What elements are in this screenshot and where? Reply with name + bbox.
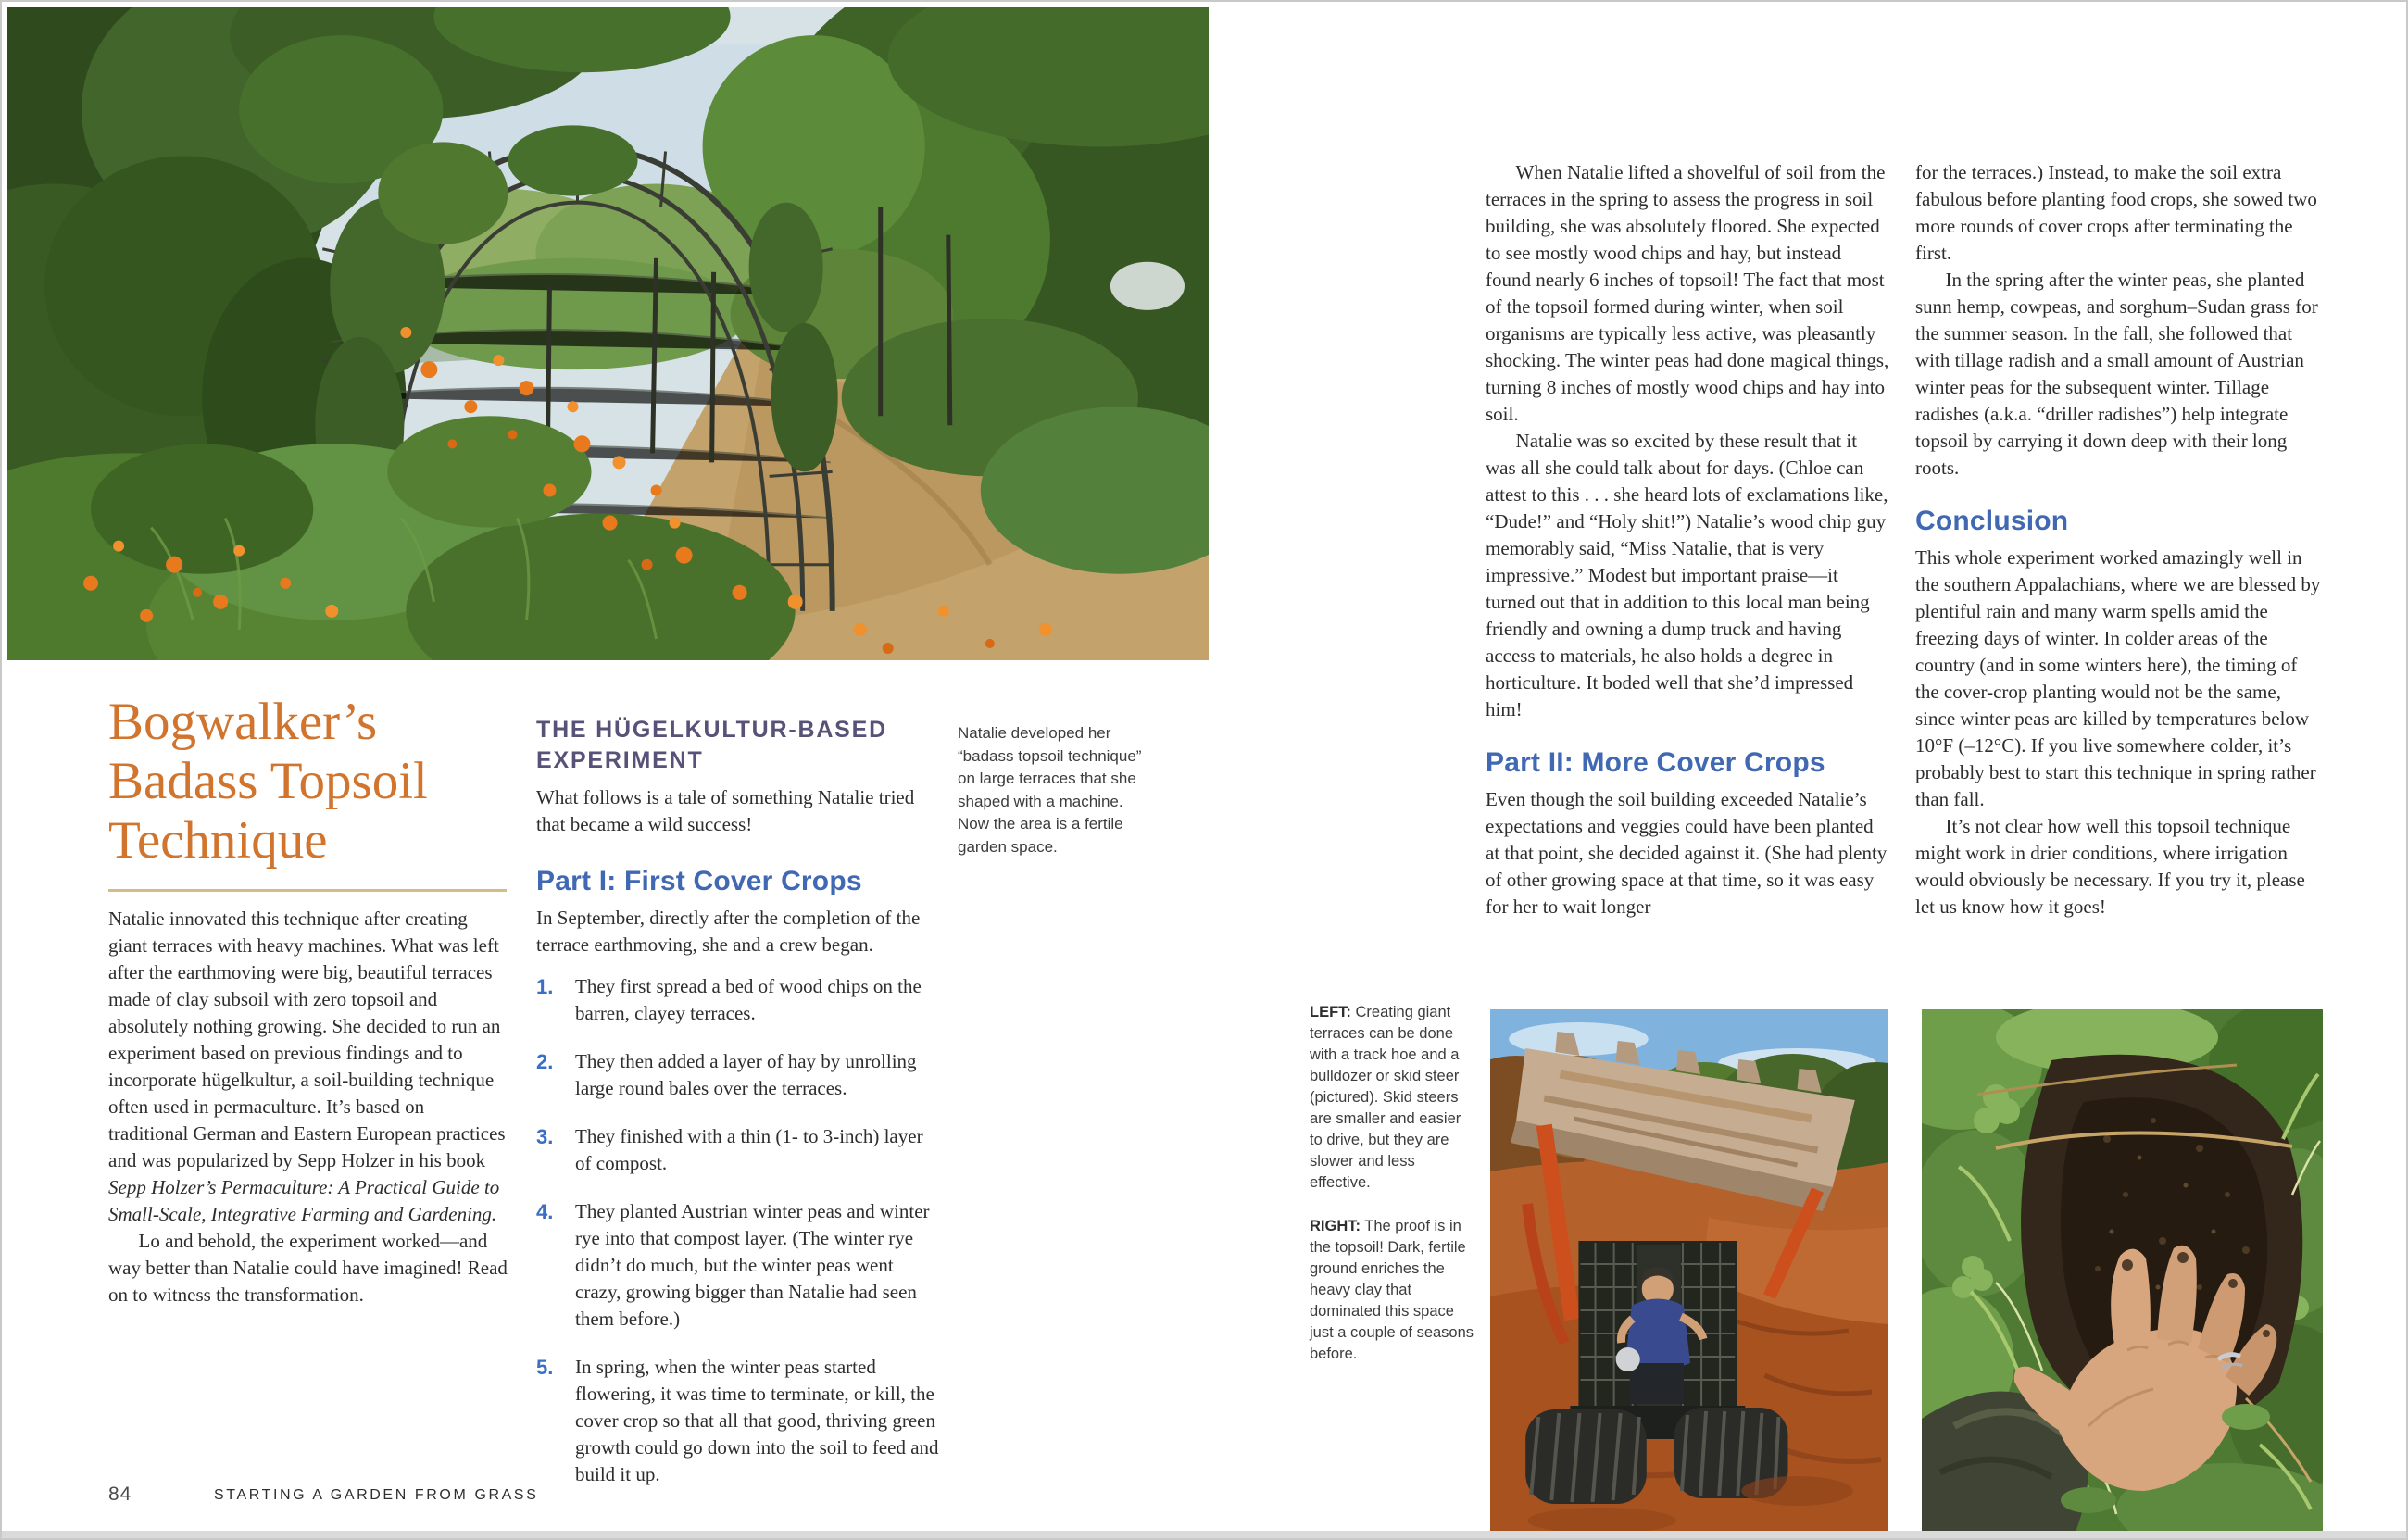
step-text: They finished with a thin (1- to 3-inch) layer of compost.	[575, 1124, 923, 1174]
intro-column	[108, 906, 508, 1308]
experiment-heading: THE HÜGELKULTUR-BASED EXPERIMENT	[536, 717, 887, 773]
page-number: 84	[108, 1484, 132, 1505]
intro-paragraph-2: Lo and behold, the experiment worked—and way better than Natalie could have imagined! Read on to witness the transformation.	[108, 1230, 508, 1306]
step-text: They first spread a bed of wood chips on the barren, clayey terraces.	[575, 974, 922, 1024]
bottom-photo-captions	[1310, 1002, 1476, 1365]
body-paragraph: When Natalie lifted a shovelful of soil from the terraces in the spring to assess the progress in soil building, she was absolutely floored. She expected to see mostly wood chips and hay, but instead found nearly 6 inches of topsoil! The fact that most of the topsoil formed during winter, when soil organisms are typically less active, was pleasantly shocking. The winter peas had done magical things, turning 8 inches of mostly wood chips and hay into soil.	[1486, 161, 1889, 425]
garden-photo-caption-text: Natalie developed her “badass topsoil technique” on large terraces that she shaped with a machine. Now the area is a fertile garden space.	[958, 724, 1142, 856]
right-caption-text: The proof is in the topsoil! Dark, fertile ground enriches the heavy clay that dominated this space just a couple of seasons before.	[1310, 1218, 1474, 1362]
step-item-3	[536, 1123, 942, 1177]
left-caption-label: LEFT:	[1310, 1004, 1351, 1020]
intro-paragraph-1-text: Natalie innovated this technique after creating giant terraces with heavy machines. What was left after the earthmoving were big, beautiful terraces made of clay subsoil with zero topsoil and absolutely nothing growing. She decided to run an experiment based on previous findings and to incorporate hügelkultur, a soil-building technique often used in permaculture. It’s based on traditional German and Eastern European practices and was popularized by Sepp Holzer in his book	[108, 908, 506, 1171]
garden-arch-illustration	[7, 7, 1209, 660]
step-item-2	[536, 1048, 942, 1102]
experiment-column	[536, 715, 942, 1509]
step-item-1	[536, 973, 942, 1027]
part1-intro: In September, directly after the completion of the terrace earthmoving, she and a crew began.	[536, 906, 921, 956]
experiment-intro: What follows is a tale of something Natalie tried that became a wild success!	[536, 786, 915, 835]
skid-steer-illustration	[1490, 1009, 1888, 1534]
step-number: 4.	[536, 1199, 554, 1223]
hand-in-topsoil-illustration	[1922, 1009, 2323, 1534]
body-paragraph: Natalie was so excited by these result that it was all she could talk about for days. (Chloe can attest to this . . . she heard lots of exclamations like, “Dude!” and “Holy shit!”) Natalie’s wood chip guy memorably said, “Miss Natalie, that is very impressive.” Modest but important praise—it turned out that in addition to this local man being friendly and owning a dump truck and having access to materials, he also holds a degree in horticulture. It boded well that she’d impressed him!	[1486, 430, 1888, 720]
step-number: 2.	[536, 1049, 554, 1073]
right-column-2	[1915, 159, 2323, 920]
part1-heading: Part I: First Cover Crops	[536, 866, 862, 896]
intro-paragraph-1	[108, 906, 508, 1228]
step-item-4	[536, 1198, 942, 1333]
body-paragraph: Even though the soil building exceeded Natalie’s expectations and veggies could have been planted at that point, she decided against it. (She had plenty of other growing space at that time, so it was easy for her to wait longer	[1486, 787, 1888, 918]
running-title: STARTING A GARDEN FROM GRASS	[214, 1487, 539, 1503]
right-column-1	[1486, 159, 1889, 920]
book-title-italic: Sepp Holzer’s Permaculture: A Practical Guide to Small-Scale, Integrative Farming and Gardening.	[108, 1176, 500, 1225]
step-number: 3.	[536, 1124, 554, 1148]
step-text: In spring, when the winter peas started flowering, it was time to terminate, or kill, the cover crop so that all that good, thriving green growth could go down into the soil to feed and build it up.	[575, 1355, 939, 1485]
hand-in-topsoil-photo	[1922, 1009, 2323, 1534]
title-rule	[108, 889, 507, 892]
garden-photo-caption	[958, 722, 1148, 858]
step-text: They then added a layer of hay by unrolling large round bales over the terraces.	[575, 1049, 917, 1099]
step-number: 1.	[536, 974, 554, 998]
left-caption-text: Creating giant terraces can be done with a track hoe and a bulldozer or skid steer (pictured). Skid steers are smaller and easier to drive, but they are slower and less effective.	[1310, 1004, 1461, 1191]
steps-list	[536, 973, 942, 1488]
step-number: 5.	[536, 1355, 554, 1379]
body-paragraph: In the spring after the winter peas, she planted sunn hemp, cowpeas, and sorghum–Sudan grass for the summer season. In the fall, she followed that with tillage radish and a small amount of Austrian winter peas for the subsequent winter. Tillage radishes (a.k.a. “driller radishes”) help integrate topsoil by carrying it down deep with their long roots.	[1915, 269, 2318, 479]
article-title: Bogwalker’s Badass Topsoil Technique	[108, 693, 428, 870]
right-photo-caption	[1310, 1216, 1476, 1365]
body-paragraph: for the terraces.) Instead, to make the soil extra fabulous before planting food crops, she sowed two more rounds of cover crops after terminating the first.	[1915, 161, 2317, 264]
garden-arch-photo	[7, 7, 1209, 660]
body-paragraph: It’s not clear how well this topsoil technique might work in drier conditions, where irrigation would obviously be necessary. If you try it, please let us know how it goes!	[1915, 814, 2305, 918]
part2-heading: Part II: More Cover Crops	[1486, 747, 1825, 778]
skid-steer-photo	[1490, 1009, 1888, 1534]
step-text: They planted Austrian winter peas and winter rye into that compost layer. (The winter rye didn’t do much, but the winter peas went crazy, growing bigger than Natalie had seen them before.)	[575, 1199, 930, 1330]
step-item-5	[536, 1354, 942, 1488]
right-caption-label: RIGHT:	[1310, 1218, 1361, 1234]
body-paragraph: This whole experiment worked amazingly well in the southern Appalachians, where we are blessed by plentiful rain and many warm spells amid the freezing days of winter. In colder areas of the country (and in some winters here), the timing of the cover-crop planting would not be the same, since winter peas are killed by temperatures below 10°F (–12°C). If you live somewhere colder, it’s probably best to start this technique in spring rather than fall.	[1915, 545, 2321, 810]
conclusion-heading: Conclusion	[1915, 506, 2069, 536]
left-photo-caption	[1310, 1002, 1476, 1194]
page-bottom-edge	[2, 1531, 2406, 1538]
